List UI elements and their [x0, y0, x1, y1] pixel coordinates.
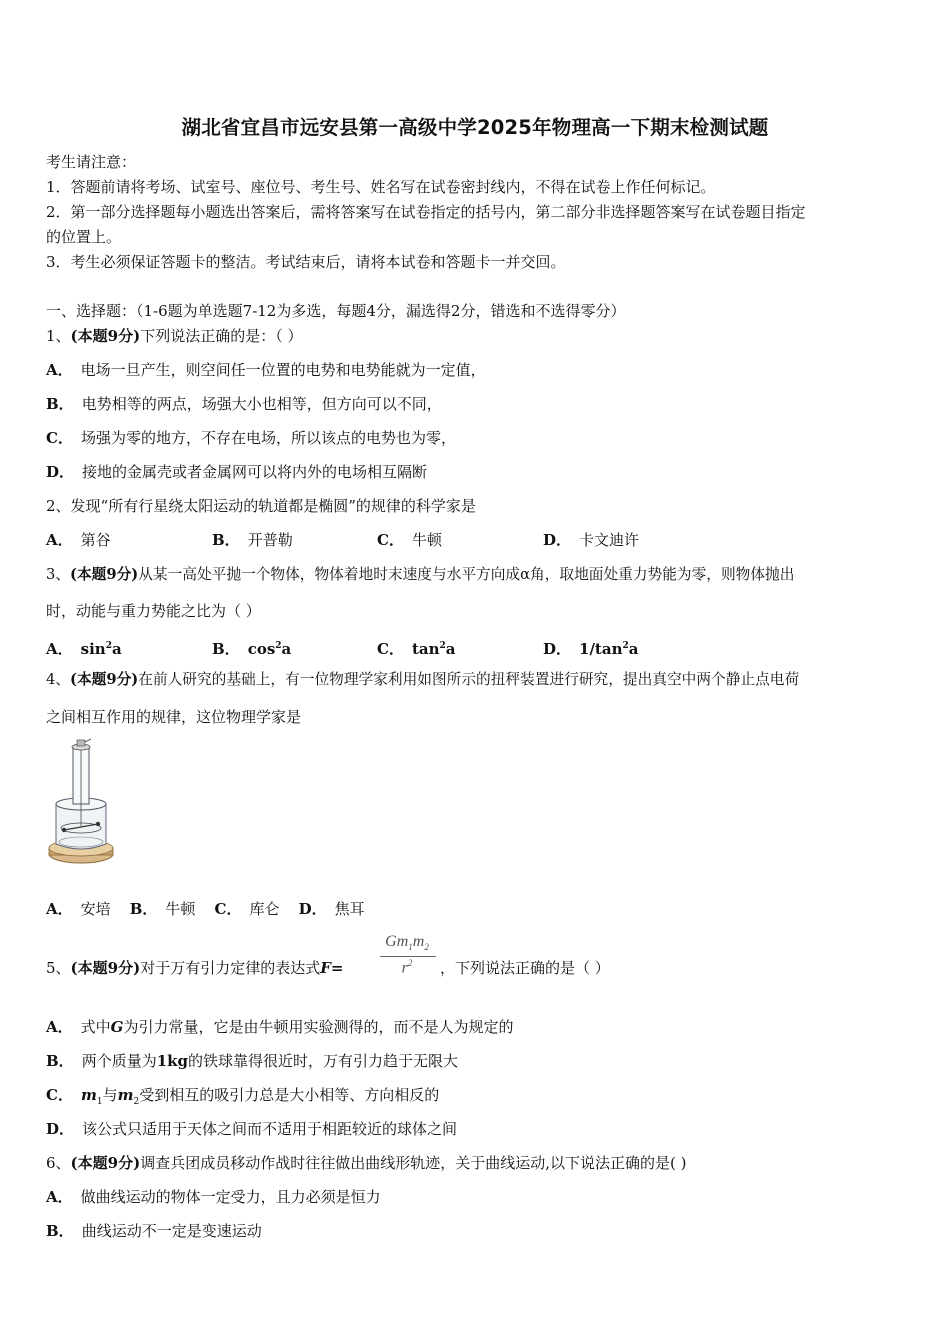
question-text: 从某一高处平抛一个物体，物体着地时末速度与水平方向成α角，取地面处重力势能为零，则物体抛出	[138, 566, 795, 583]
option-label: B．	[46, 1052, 74, 1070]
question-4-stem-cont: 之间相互作用的规律，这位物理学家是	[46, 708, 302, 726]
question-2-option-a	[46, 530, 111, 550]
question-number: 5、	[46, 959, 71, 977]
superscript: 2	[275, 641, 282, 651]
option-text: 卡文迪许	[579, 531, 640, 549]
question-number: 3、	[46, 566, 71, 583]
question-3-option-b	[212, 636, 291, 659]
option-text: 焦耳	[334, 900, 365, 918]
question-text: 在前人研究的基础上，有一位物理学家利用如图所示的扭秤装置进行研究，提出真空中两个静止点电荷	[138, 671, 800, 688]
option-label: C．	[377, 640, 404, 658]
option-var: m	[117, 1086, 134, 1104]
option-text: 电势相等的两点，场强大小也相等，但方向可以不同，	[81, 395, 442, 413]
option-text: 第谷	[80, 531, 111, 549]
question-4-stem	[46, 670, 799, 690]
option-label: A．	[46, 1188, 73, 1206]
option-label: A．	[46, 900, 73, 918]
option-fn: cos	[247, 640, 276, 658]
question-4-options	[46, 899, 365, 919]
formula-sub-1: 1	[408, 942, 413, 953]
option-text: 两个质量为	[81, 1052, 157, 1070]
option-text: 做曲线运动的物体一定受力，且力必须是恒力	[80, 1188, 381, 1206]
option-text: 式中	[80, 1018, 111, 1036]
question-tag: (本题9分)	[70, 1154, 141, 1172]
option-text: 该公式只适用于天体之间而不适用于相距较近的球体之间	[82, 1120, 458, 1138]
notice-heading: 考生请注意：	[46, 153, 137, 171]
option-fn: tan	[411, 640, 440, 658]
question-2-option-c	[377, 530, 442, 550]
option-unit: 1kg	[156, 1052, 189, 1070]
option-fn: sin	[80, 640, 106, 658]
page-title: 湖北省宜昌市远安县第一高级中学2025年物理高一下期末检测试题	[181, 116, 769, 139]
option-arg: a	[281, 640, 292, 658]
option-label: D．	[46, 463, 75, 481]
option-label: C．	[214, 900, 242, 918]
option-arg: a	[111, 640, 122, 658]
option-label: D．	[298, 900, 327, 918]
formula-denominator	[378, 958, 436, 977]
question-2-option-b	[212, 530, 293, 550]
question-3-option-c	[377, 636, 456, 659]
option-fn: 1/tan	[579, 640, 623, 658]
formula-m: m	[412, 933, 425, 950]
question-5-option-d	[46, 1119, 457, 1139]
question-3-option-d	[543, 636, 639, 659]
option-label: D．	[46, 1120, 75, 1138]
question-3-stem-cont: 时，动能与重力势能之比为（ ）	[46, 602, 261, 620]
question-tag: (本题9分)	[70, 327, 141, 345]
question-number: 4、	[46, 671, 71, 688]
option-text: 牛顿	[165, 900, 196, 918]
section-heading: 一、选择题：（1-6题为单选题7-12为多选，每题4分，漏选得2分，错选和不选得零分）	[46, 302, 626, 320]
option-text: 电场一旦产生，则空间任一位置的电势和电势能就为一定值，	[80, 361, 486, 379]
option-label: D．	[543, 531, 572, 549]
option-sub: 1	[96, 1097, 103, 1107]
question-3-stem	[46, 565, 794, 585]
question-number: 1、	[46, 327, 71, 345]
option-label: A．	[46, 361, 73, 379]
question-5-stem	[46, 958, 343, 978]
question-number: 6、	[46, 1154, 71, 1172]
option-text: 牛顿	[411, 531, 442, 549]
question-5-option-c	[46, 1085, 439, 1112]
formula-gm: Gm	[385, 933, 409, 950]
option-var: G	[110, 1018, 124, 1036]
fraction-bar	[380, 956, 436, 957]
option-label: B．	[212, 640, 240, 658]
question-tag: (本题9分)	[70, 566, 139, 583]
option-label: C．	[46, 429, 73, 447]
question-6-option-b	[46, 1221, 262, 1241]
question-text: 调查兵团成员移动作战时往往做出曲线形轨迹，关于曲线运动,以下说法正确的是( )	[140, 1154, 687, 1172]
notice-item-3: 3．考生必须保证答题卡的整洁。考试结束后，请将本试卷和答题卡一并交回。	[46, 253, 566, 271]
question-6-stem	[46, 1153, 686, 1173]
superscript: 2	[622, 641, 629, 651]
option-text: 为引力常量，它是由牛顿用实验测得的，而不是人为规定的	[123, 1018, 514, 1036]
question-1-option-c	[46, 428, 456, 448]
option-text: 曲线运动不一定是变速运动	[81, 1222, 262, 1240]
question-6-option-a	[46, 1187, 381, 1207]
option-var: m	[80, 1086, 97, 1104]
question-1-option-d	[46, 462, 427, 482]
question-text: 下列说法正确的是：（ ）	[140, 327, 303, 345]
option-arg: a	[445, 640, 456, 658]
formula-numerator	[378, 933, 436, 952]
option-text: 场强为零的地方，不存在电场，所以该点的电势也为零，	[80, 429, 456, 447]
question-1-stem	[46, 326, 302, 346]
option-label: A．	[46, 640, 73, 658]
option-label: B．	[129, 900, 158, 918]
formula-sup-2: 2	[407, 958, 413, 968]
notice-item-2-cont: 的位置上。	[46, 228, 122, 246]
superscript: 2	[439, 641, 446, 651]
formula-r: r	[401, 959, 408, 977]
notice-item-2: 2．第一部分选择题每小题选出答案后，需将答案写在试卷指定的括号内，第二部分非选择题答案写在试卷题目指定	[46, 203, 806, 221]
option-text: 接地的金属壳或者金属网可以将内外的电场相互隔断	[82, 463, 428, 481]
option-text: 与	[102, 1086, 118, 1104]
torsion-balance-figure	[46, 738, 116, 870]
option-text: 库仑	[249, 900, 280, 918]
option-label: B．	[212, 531, 240, 549]
question-1-option-a	[46, 360, 486, 380]
formula-sub-2: 2	[424, 942, 429, 953]
question-2-option-d	[543, 530, 639, 550]
question-1-option-b	[46, 394, 442, 414]
option-text: 开普勒	[247, 531, 293, 549]
option-label: B．	[46, 1222, 74, 1240]
option-text: 受到相互的吸引力总是大小相等、方向相反的	[139, 1086, 440, 1104]
question-3-option-a	[46, 636, 122, 659]
option-arg: a	[628, 640, 639, 658]
option-text: 的铁球靠得很近时，万有引力趋于无限大	[188, 1052, 459, 1070]
question-tag: (本题9分)	[70, 671, 139, 688]
notice-item-1: 1．答题前请将考场、试室号、座位号、考生号、姓名写在试卷密封线内，不得在试卷上作任何标记。	[46, 178, 716, 196]
option-label: B．	[46, 395, 74, 413]
formula-lhs: F=	[320, 959, 344, 977]
question-5-option-a	[46, 1017, 513, 1037]
question-2-stem: 2、发现“所有行星绕太阳运动的轨道都是椭圆”的规律的科学家是	[46, 497, 476, 515]
superscript: 2	[105, 641, 112, 651]
option-label: A．	[46, 531, 73, 549]
option-label: C．	[377, 531, 404, 549]
gravitation-formula	[378, 930, 438, 980]
option-label: C．	[46, 1086, 73, 1104]
question-tag: (本题9分)	[70, 959, 141, 977]
question-text: 对于万有引力定律的表达式	[140, 959, 321, 977]
option-label: A．	[46, 1018, 73, 1036]
option-sub: 2	[133, 1097, 140, 1107]
question-5-option-b	[46, 1051, 458, 1071]
option-label: D．	[543, 640, 572, 658]
option-text: 安培	[80, 900, 111, 918]
question-5-stem-post: ，下列说法正确的是（ ）	[440, 959, 610, 977]
